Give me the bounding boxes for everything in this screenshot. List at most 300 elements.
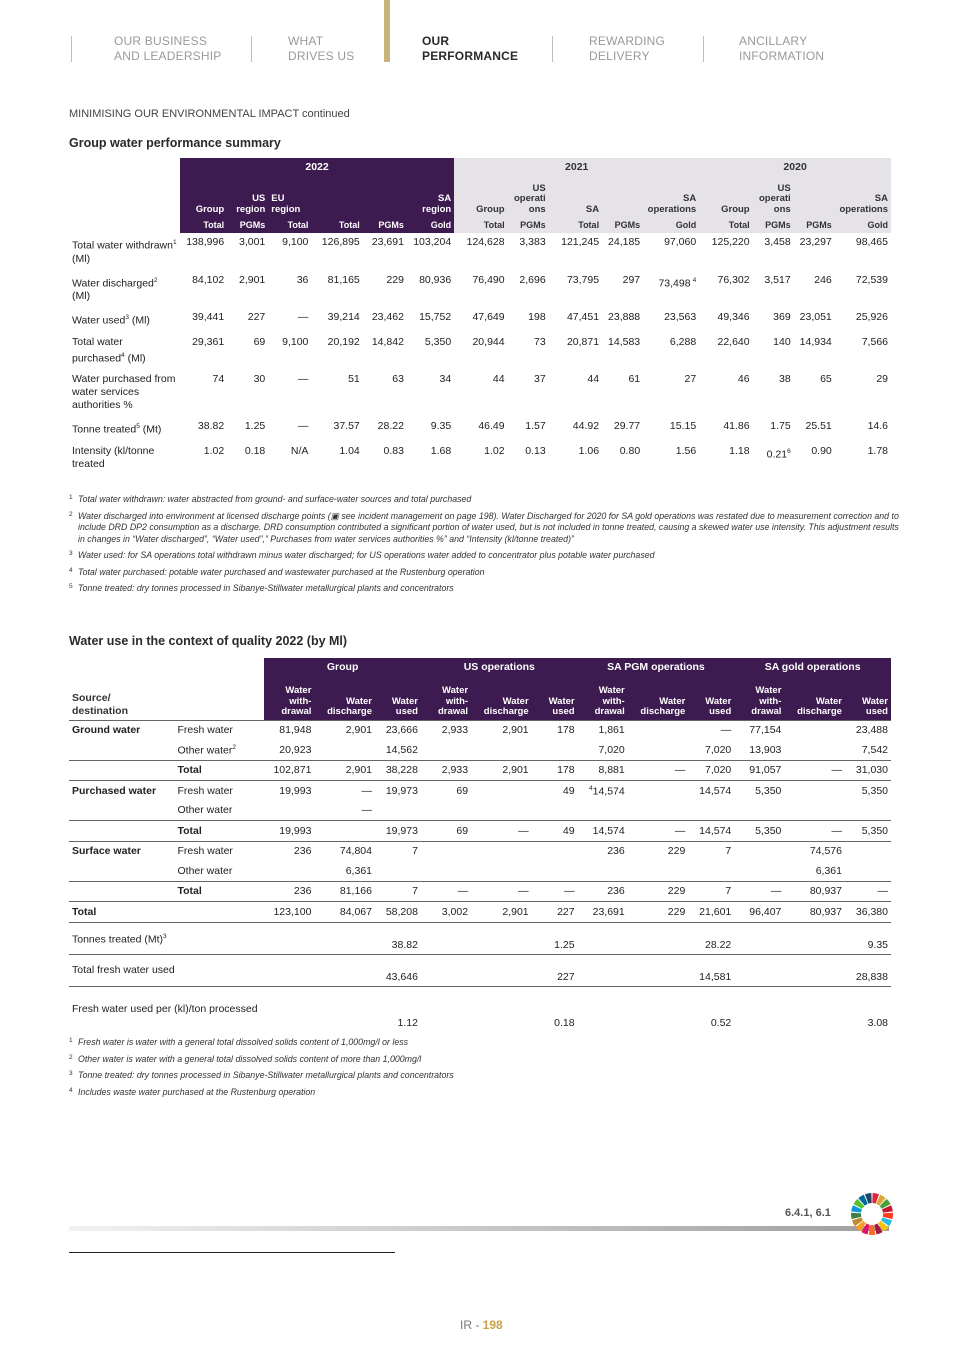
table-cell: 74,804 [314,841,375,861]
table-cell: 0.18 [532,986,578,1032]
sdg-wheel-segment [869,1225,875,1235]
table-cell: 1.04 [339,444,360,457]
table-cell: — [471,821,532,842]
table-cell: 51 [348,373,360,385]
footer-gradient-rule [69,1226,889,1231]
table-row [69,720,891,740]
top-navigation [0,0,965,80]
nav-item-rewarding-delivery[interactable]: REWARDING DELIVERY [589,34,666,63]
table-cell: 1.25 [532,922,578,954]
table-cell [471,801,532,821]
table-cell [784,922,845,954]
type-cell: Fresh water [174,781,264,801]
nav-separator [552,36,553,62]
subcolumn-header: Gold [835,217,891,233]
table-cell: 14,574 [578,821,628,842]
table-cell: 23,563 [664,311,697,323]
table-cell: 65 [820,373,832,385]
table-cell: 19,993 [264,781,314,801]
table-cell [375,801,421,821]
table-cell [784,720,845,740]
table-cell: 123,100 [264,902,314,923]
subcolumn-header: Total [549,217,602,233]
table-cell [628,801,689,821]
table-cell: 23,691 [578,902,628,923]
nav-separator [703,36,704,62]
group-header: SA PGM operations [578,658,735,676]
nav-separator [251,36,252,62]
subcolumn-header: PGMs [227,217,268,233]
table-cell: — [532,881,578,902]
table2-title: Water use in the context of quality 2022 (by Ml) [69,634,348,648]
table-cell: 2,901 [471,902,532,923]
table-row [69,308,891,333]
table-cell: — [688,720,734,740]
year-header: 2020 [699,158,891,176]
table-cell: — [297,373,309,385]
table-cell: 229 [386,273,404,286]
table-cell: 39,441 [192,311,225,323]
nav-item-what-drives-us[interactable]: WHAT DRIVES US [288,34,355,63]
table-cell: 49 [532,821,578,842]
table-cell: 69 [421,821,471,842]
column-header: Water with- drawal [264,676,314,720]
table-cell: 1.18 [729,444,750,457]
source-cell [69,881,174,902]
table-cell: 236 [264,881,314,902]
table-row [69,801,891,821]
table-cell: 9.35 [430,420,452,432]
table-cell [264,922,314,954]
type-cell: Other water [177,804,233,817]
footnote: 2 Other water is water with a general total dissolved solids content of more than 1,000mg/l [69,1053,422,1064]
table-cell [734,841,784,861]
table-cell [628,861,689,881]
table-cell: 0.13 [525,444,546,457]
row-label: Tonne treated$^5$ (Mt) [72,423,162,436]
source-cell [69,760,174,781]
table-cell: 41.86 [723,420,750,432]
table-cell: 36 [296,273,309,286]
table-cell: 9,100 [282,236,309,248]
table-cell: 227 [532,902,578,923]
table-cell: 19,973 [375,781,421,801]
table-cell: 28.22 [377,420,404,432]
table-cell: 39,214 [327,311,360,323]
table-cell: 72,539 [855,273,888,286]
footnote: 5 Tonne treated: dry tonnes processed in Sibanye-Stillwater metallurgical plants and concentrators [69,583,454,593]
table-cell [578,986,628,1032]
table-cell: 5,350 [424,335,452,348]
table-cell [471,740,532,760]
row-label: Water discharged$^2$ (Ml) [72,276,158,302]
table-cell [784,740,845,760]
subcolumn-header: PGMs [363,217,407,233]
table-cell: 3,458 [764,236,791,248]
source-cell [69,801,174,821]
table-cell: 5,350 [845,821,891,842]
type-cell: Other water$^2$ [177,743,236,756]
table-cell: 81,165 [327,273,360,286]
table-cell [471,954,532,986]
subcolumn-header: PGMs [508,217,549,233]
table-cell: 23,888 [608,311,641,323]
active-nav-indicator [384,0,390,62]
table-cell [845,841,891,861]
table-cell: 7 [375,841,421,861]
row-label: Water purchased from water services authorities % [72,373,176,411]
source-cell [69,861,174,881]
table-cell: 27 [684,373,697,385]
nav-item-business[interactable]: OUR BUSINESS AND LEADERSHIP [114,34,222,63]
footnote: 1 Fresh water is water with a general total dissolved solids content of 1,000mg/l or less [69,1037,409,1047]
table-cell: 47,451 [566,311,600,323]
table-cell: 297 [622,273,641,286]
table-cell: — [297,311,309,323]
table-cell: 6,288 [669,335,697,348]
table-cell [314,740,375,760]
table-cell: 77,154 [734,720,784,740]
table-cell [688,861,734,881]
table-cell: 14,583 [608,335,641,348]
table-cell: 103,204 [413,236,452,248]
table-cell: 76,490 [472,273,505,286]
table-cell: 25,926 [855,311,888,323]
table-cell: 84,067 [314,902,375,923]
footnote: 2 Water discharged into environment at licensed discharge points (▣ see incident management on page 198). Water Discharged for 2020 for SA gold operations was restated due to measurement correction and to include DRD DP2 consumption as a discharge. DRD consumption contributed a significant portion of water used, but is not included in tonne treated, causing a skewed water use intensity. This adjustment results in changes in “Water discharged”, “Water used”,” Purchases from water services authorities %” and “Intensity (kl/tonne treated)” [69,510,899,544]
table-cell [532,740,578,760]
table-row [69,333,891,371]
table-cell: 73,498 $^4$ [658,276,697,289]
column-header: EU region [268,176,311,217]
nav-item-our-performance[interactable]: OUR PERFORMANCE [422,34,519,63]
table-cell: 6,361 [815,864,842,877]
table-cell: 8,881 [578,760,628,781]
source-cell: Total fresh water used [69,954,264,986]
subcolumn-header: Total [268,217,311,233]
table-row [69,271,891,309]
column-header [794,176,835,217]
table-cell [471,841,532,861]
row-label: Total water withdrawn$^1$ (Ml) [72,239,177,265]
table-cell: 38,228 [375,760,421,781]
table-cell [264,861,314,881]
table-cell: — [297,420,309,432]
table-row [69,781,891,801]
table-row [69,370,891,417]
section-kicker: MINIMISING OUR ENVIRONMENTAL IMPACT continued [69,108,350,120]
table-cell: 138,996 [186,236,225,248]
table-cell: 1.02 [203,444,225,457]
table-cell: 7 [375,881,421,902]
footnote: 4 Includes waste water purchased at the Rustenburg operation [69,1086,316,1097]
source-cell [69,740,174,760]
column-header: Water used [845,676,891,720]
table-cell: 126,895 [321,236,360,248]
table-cell: — [471,881,532,902]
table-cell [628,986,689,1032]
table-cell: 28.22 [688,922,734,954]
table-cell: 38.82 [375,922,421,954]
subcolumn-header: PGMs [602,217,643,233]
source-cell: Surface water [69,841,174,861]
type-cell: Total [174,881,264,902]
table-cell: 3,001 [238,236,266,248]
table-cell: — [734,881,784,902]
table-cell [471,986,532,1032]
table-cell: 23,666 [375,720,421,740]
table-cell: 73,795 [566,273,600,286]
table-cell [532,841,578,861]
type-cell: Total [174,821,264,842]
footnote: 4 Total water purchased: potable water purchased and wastewater purchased at the Rustenburg operation [69,566,485,577]
table-cell: 19,993 [264,821,314,842]
table-cell [471,922,532,954]
table-cell: 81,166 [314,881,375,902]
table-cell [734,861,784,881]
table-cell: 73 [533,335,546,348]
table-cell: 20,944 [472,335,505,348]
group-header: SA gold operations [734,658,891,676]
table-row [69,233,891,271]
table-cell: 15,752 [419,311,452,323]
table-cell: 38 [779,373,791,385]
table-cell: 47,649 [472,311,505,323]
table-cell [421,861,471,881]
table-cell: 236 [264,841,314,861]
year-header: 2022 [180,158,454,176]
source-destination-header: Source/ destination [72,691,129,717]
table-cell: 25.51 [805,420,832,432]
table-cell: 1,861 [578,720,628,740]
table-cell [471,861,532,881]
table-cell [688,801,734,821]
table-cell [784,781,845,801]
table-cell: 2,901 [471,760,532,781]
column-header: Group [180,176,227,217]
footnote: 3 Water used: for SA operations total withdrawn minus water discharged; for US operations water added to concentrator plus potable water purchased [69,550,655,560]
table-total-row [69,881,891,902]
table-cell: 23,051 [799,311,832,323]
source-cell: Tonnes treated $(Mt)^3$ [69,922,264,954]
table-cell: 24,185 [608,236,641,248]
subcolumn-header: PGMs [753,217,794,233]
table-cell: 14,934 [799,335,832,348]
type-cell: Fresh water [174,841,264,861]
table-cell: 3,383 [519,236,546,248]
subcolumn-header: Total [699,217,752,233]
table-cell: 20,871 [566,335,600,348]
table-cell: 14.6 [867,420,888,432]
table-cell: 14,574 [688,781,734,801]
table-total-row [69,760,891,781]
table-cell: 7,020 [704,743,732,756]
row-label: Total water purchased$^4$ (Ml) [72,335,146,364]
table-cell: 20,923 [279,743,312,756]
table-cell: 227 [532,954,578,986]
table-cell: 5,350 [734,821,784,842]
table-cell: 0.18 [244,444,266,457]
table-cell [784,986,845,1032]
table-cell: 2,901 [314,720,375,740]
table-cell: 7,020 [598,743,625,756]
table-cell: 1.78 [867,444,888,457]
source-cell: Fresh water used per (kl)/ton processed [69,986,264,1032]
table-cell: 98,465 [855,236,888,248]
table-cell: — [421,881,471,902]
column-header: SA region [407,176,454,217]
table-row [69,922,891,954]
water-performance-table [69,158,891,476]
nav-item-ancillary-information[interactable]: ANCILLARY INFORMATION [739,34,825,63]
table-cell [264,954,314,986]
table-cell: 97,060 [664,236,697,248]
table-cell: N/A [290,444,309,457]
table-cell [734,801,784,821]
table-cell: 2,933 [421,720,471,740]
column-header: Water with- drawal [734,676,784,720]
table-cell: 140 [773,335,791,348]
table-cell: — [314,781,375,801]
table-cell [734,986,784,1032]
table-cell: 1.56 [675,444,697,457]
table-cell: 229 [628,841,689,861]
table-cell [628,922,689,954]
table-cell: 1.25 [244,420,266,432]
table-cell [784,801,845,821]
table-cell [578,922,628,954]
table-cell: 227 [247,311,266,323]
table-row [69,417,891,442]
table-cell: 0.90 [811,444,832,457]
table-cell: 229 [628,881,689,902]
source-cell: Purchased water [69,781,174,801]
table-cell: 1.68 [430,444,452,457]
table-cell [421,986,471,1032]
water-quality-table [69,658,891,1032]
table-cell: 198 [528,311,546,323]
table-cell: 14,842 [371,335,404,348]
table-cell: 178 [532,720,578,740]
table-cell: 61 [628,373,641,385]
table-cell: 0.80 [619,444,641,457]
table-cell: 0.83 [383,444,404,457]
subcolumn-header: Total [180,217,227,233]
table-cell: 121,245 [561,236,600,248]
table-cell: 2,901 [238,273,266,286]
table-cell: 46 [737,373,750,385]
table-cell: 36,380 [845,902,891,923]
table-cell: 15.15 [669,420,697,432]
type-cell [174,902,264,923]
table-cell: 46.49 [478,420,505,432]
table-cell: 23,297 [799,236,832,248]
column-header: Water discharge [628,676,689,720]
table-cell: 1.12 [375,986,421,1032]
table-cell: 23,691 [371,236,404,248]
source-cell: Ground water [69,720,174,740]
table-cell: 2,901 [471,720,532,740]
table-cell [734,922,784,954]
table-cell: 19,973 [375,821,421,842]
table-cell: 5,350 [845,781,891,801]
subcolumn-header: Total [311,217,362,233]
source-cell [69,821,174,842]
table-cell: — [845,881,891,902]
table-cell: 58,208 [375,902,421,923]
subcolumn-header: Total [454,217,507,233]
table-cell: 9,100 [282,335,309,348]
column-header: Water used [532,676,578,720]
column-header: Water with- drawal [578,676,628,720]
table-cell: 7,542 [861,743,888,756]
table-cell: 229 [628,902,689,923]
table-cell [264,801,314,821]
column-header [602,176,643,217]
column-header: Water with- drawal [421,676,471,720]
table-cell: 49 [532,781,578,801]
group-header: Group [264,658,421,676]
table-cell: 21,601 [688,902,734,923]
year-header: 2021 [454,158,699,176]
table-cell: 9.35 [845,922,891,954]
nav-separator [71,36,72,62]
table-cell [421,954,471,986]
table-cell: 246 [814,273,832,286]
column-header: Water discharge [314,676,375,720]
type-cell: Total [174,760,264,781]
table-cell: 3,517 [764,273,791,286]
table1-footnotes [69,494,899,600]
table-cell: 37.57 [333,420,360,432]
table-cell [578,861,628,881]
table-cell: 3,002 [421,902,471,923]
table-cell: 236 [578,841,628,861]
table-cell: 20,192 [327,335,360,348]
row-label: Water used$^3$ (Ml) [72,314,150,327]
table-cell: 44 [587,373,600,385]
subcolumn-header: Gold [407,217,454,233]
table-cell: 44.92 [572,420,600,432]
table-cell: 74 [212,373,225,385]
table-cell: 63 [392,373,404,385]
table-cell [264,986,314,1032]
table-cell [421,922,471,954]
row-label: Intensity (kl/tonne treated [72,444,155,470]
table-cell: 28,838 [845,954,891,986]
table-cell [375,861,421,881]
table-row [69,861,891,881]
table-cell [471,781,532,801]
table-cell [314,986,375,1032]
table-cell: 7,566 [861,335,888,348]
column-header [363,176,407,217]
column-header [311,176,362,217]
table-cell: 80,937 [784,902,845,923]
table-cell: — [784,760,845,781]
table-cell [845,801,891,821]
table-cell: — [361,804,372,817]
column-header: US region [227,176,268,217]
table-cell: 34 [439,373,452,385]
table-cell: 30 [253,373,266,385]
table-cell: 43,646 [375,954,421,986]
source-cell: Total [69,902,174,923]
subcolumn-header: PGMs [794,217,835,233]
table-cell: 178 [532,760,578,781]
table-cell [421,841,471,861]
table-cell: 2,933 [421,760,471,781]
